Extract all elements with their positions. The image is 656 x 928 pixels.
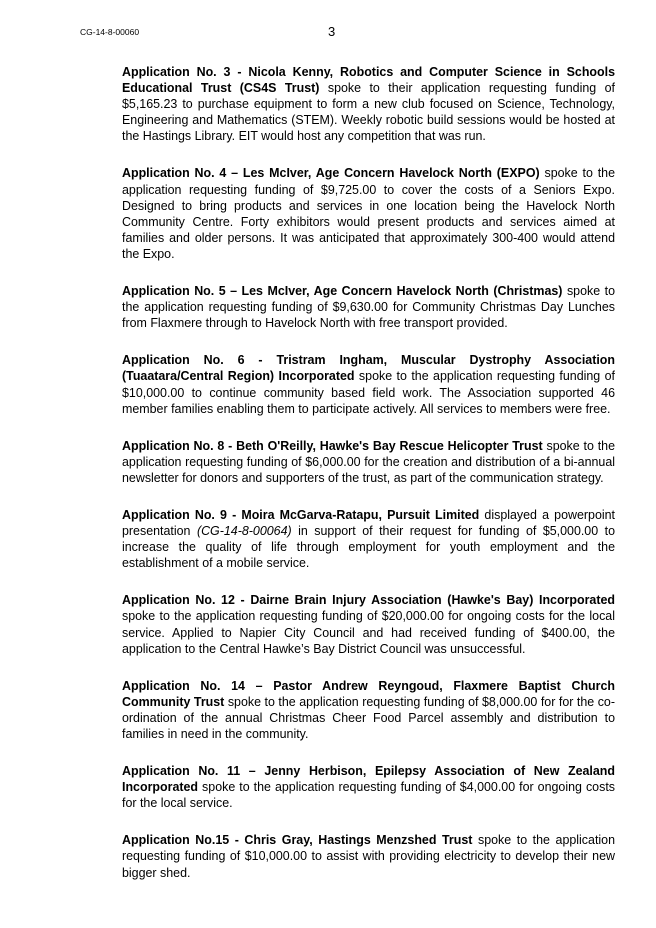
- application-text: spoke to the application requesting funding of $9,725.00 to cover the costs of a Seniors Expo. Designed to bring products and services in one location being the Havelock North Community Centre. Forty exhibitors would present products and services aimed at families and older persons. It was anticipated that approximately 300-400 would attend the Expo.: [122, 166, 615, 261]
- application-text: displayed a powerpoint presentation: [122, 507, 615, 539]
- application-text: spoke to the application requesting funding of $8,000.00 for for the co-ordination of the annual Christmas Cheer Food Parcel assembly and distribution to families in need in the community.: [122, 694, 615, 741]
- application-text: spoke to their application requesting funding of $5,165.23 to purchase equipment to form a new club focused on Science, Technology, Engineering and Mathematics (STEM). Weekly robotic build sessions would be hosted at the Hastings Library. EIT would host any competition that was run.: [122, 81, 615, 144]
- application-paragraph-5: [122, 283, 615, 331]
- application-paragraph-6: [122, 352, 615, 416]
- application-text: spoke to the application requesting funding of $6,000.00 for the creation and distribution of a bi-annual newsletter for donors and supporters of the trust, as part of the communication strategy.: [122, 438, 616, 485]
- application-text: in support of their request for funding of $5,000.00 to increase the quality of life through employment for youth employment and the establishment of a mobile service.: [122, 524, 615, 571]
- application-text: spoke to the application requesting funding of $20,000.00 for ongoing costs for the local service. Applied to Napier City Council and had received funding of $400.00, the application to the Central Hawke’s Bay District Council was unsuccessful.: [122, 609, 615, 656]
- application-heading: Application No.15 - Chris Gray, Hastings Menzshed Trust: [122, 833, 473, 848]
- application-heading: Application No. 3 - Nicola Kenny, Robotics and Computer Science in Schools Educational Trust (CS4S Trust): [122, 65, 615, 96]
- application-text: spoke to the application requesting funding of $10,000.00 to assist with providing electricity to develop their new bigger shed.: [122, 833, 615, 880]
- application-paragraph-4: [122, 165, 615, 262]
- application-heading: Application No. 14 – Pastor Andrew Reyngoud, Flaxmere Baptist Church Community Trust: [122, 678, 615, 709]
- application-paragraph-8: [122, 438, 615, 486]
- application-paragraph-12: [122, 592, 615, 656]
- application-paragraph-15: [122, 832, 615, 880]
- application-heading: Application No. 4 – Les McIver, Age Concern Havelock North (EXPO): [122, 166, 540, 181]
- application-text: spoke to the application requesting funding of $9,630.00 for Community Christmas Day Lunches from Flaxmere through to Havelock North with free transport provided.: [122, 284, 615, 331]
- application-paragraph-14: [122, 678, 615, 742]
- application-heading: Application No. 12 - Dairne Brain Injury Association (Hawke's Bay) Incorporated: [122, 593, 615, 608]
- page-number: 3: [328, 24, 336, 39]
- application-heading: Application No. 5 – Les McIver, Age Concern Havelock North (Christmas): [122, 284, 563, 299]
- application-text: spoke to the application requesting funding of $4,000.00 for ongoing costs for the local service.: [122, 780, 615, 811]
- document-reference-italic: (CG-14-8-00064): [196, 524, 292, 539]
- document-reference: CG-14-8-00060: [80, 27, 140, 37]
- document-body: [122, 64, 615, 902]
- application-heading: Application No. 11 – Jenny Herbison, Epilepsy Association of New Zealand Incorporated: [122, 764, 615, 795]
- application-paragraph-9: [122, 507, 615, 571]
- application-paragraph-3: [122, 64, 615, 144]
- application-text: spoke to the application requesting funding of $10,000.00 to continue community based field work. The Association supported 46 member families enabling them to participate actively. All services to members were free.: [122, 369, 615, 416]
- application-heading: Application No. 8 - Beth O'Reilly, Hawke's Bay Rescue Helicopter Trust: [122, 438, 543, 453]
- application-paragraph-11: [122, 763, 615, 811]
- application-heading: Application No. 9 - Moira McGarva-Ratapu, Pursuit Limited: [122, 507, 480, 522]
- application-heading: Application No. 6 - Tristram Ingham, Muscular Dystrophy Association (Tuaatara/Central Region) Incorporated: [122, 353, 615, 384]
